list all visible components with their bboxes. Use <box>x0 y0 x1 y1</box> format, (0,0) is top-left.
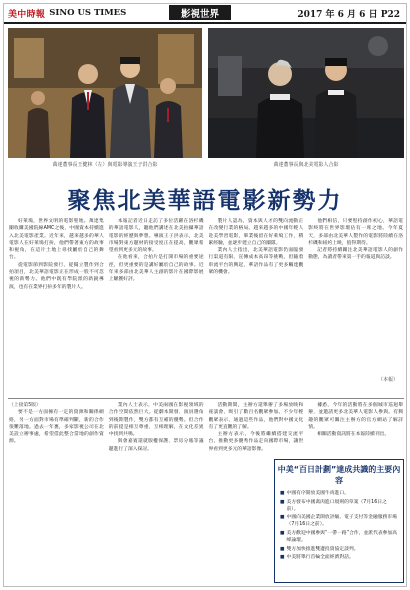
right-photo-caption: 萬達董事長與北美電影人合影 <box>273 162 339 168</box>
key-point-item <box>275 499 403 515</box>
newspaper-logo <box>8 7 126 20</box>
logo-chinese-name: 美中時報 <box>8 9 46 20</box>
key-point-text: 美方歡迎中國參與“一帶一路”合作，並派代表參加高峰論壇。 <box>286 530 398 543</box>
paragraph: 從電影節到影院發行，從獨立製作到合拍項目，北美華語電影正在形成一股不可忽視的新勢力。他們中既有學院派的新銳導演，也有在業界打拚多年的製片人。 <box>9 262 104 290</box>
bullet-icon: ■ <box>280 546 285 552</box>
header-rule <box>4 22 406 24</box>
key-point-text: 中國向美國企業開放評級、電子支付等金融服務市場（7月16日之前）。 <box>286 515 397 528</box>
bullet-icon: ■ <box>280 491 285 496</box>
left-photo <box>8 28 202 158</box>
logo-english-name: SINO US TIMES <box>49 8 127 18</box>
paragraph: 相關活動資訊將在本報陸續刊出。 <box>317 432 390 438</box>
text-column <box>109 402 204 584</box>
text-column <box>109 218 204 394</box>
paragraph: 好萊塢，世界文明的電影聖地。萬達集團收購美國院線AMC之後，中國資本持續進入北美電影產業。近年來，越來越多的華人電影人在好萊塢打拚，他們帶著東方的故事和視角，在這片土地上尋找屬於自己的舞台。 <box>9 219 104 261</box>
bullet-icon: ■ <box>280 515 285 521</box>
paragraph: 本報記者近日走訪了多位活躍在洛杉磯的華語電影人，聽他們講述在北美拍攝華語電影的經歷與夢想。導演王子洪表示，北美市場對東方題材的接受度正在提高，觀眾希望看到更多元的故事。 <box>108 219 204 254</box>
key-point-text: 中國有序開放美國牛肉進口。 <box>286 491 349 496</box>
continuation-note: （上接第5版） <box>9 403 41 408</box>
key-point-item <box>275 490 403 499</box>
article-byline: （本報） <box>377 377 398 383</box>
key-point-text: 美方發布中國禽肉進口規則的草案（7月16日之前）。 <box>286 499 387 512</box>
key-points-box <box>274 459 404 583</box>
newspaper-page <box>3 3 407 587</box>
key-point-item <box>275 514 403 530</box>
left-photo-caption: 萬達董事長王健林（左）與電影導演王子洪合影 <box>52 162 158 168</box>
text-column <box>9 218 104 394</box>
paragraph: 製片人認為，資本與人才的雙向流動正在改變行業的格局。越來越多的中國年輕人赴美學習電影，畢業後留在好萊塢工作，積累經驗，並逐步建立自己的團隊。 <box>208 219 304 246</box>
text-column <box>9 402 104 584</box>
paragraph: 活動期間，主辦方還舉辦了多場放映和座談會，吸引了數百名觀眾參加。不少年輕觀眾表示，通過這些作品，他們對中國文化有了更直觀的了解。 <box>208 403 304 430</box>
article-body-upper <box>9 218 403 394</box>
paragraph: 要不是一方面擁有一定的資源和關係網絡，另一方面對市場有準確判斷，新的合作很難落地。過去一年裏，多家影視公司在北美設立辦事處，希望借此整合當地的創作資源。 <box>9 410 104 445</box>
page-header <box>4 4 406 22</box>
bullet-icon: ■ <box>280 499 285 505</box>
paragraph: 在他看來，合拍片是打開市場的重要途徑，但更重要的是講好屬於自己的故事。近年來多部由北美華人主創的影片在國際影展上屢獲好評。 <box>108 255 204 283</box>
section-divider <box>8 398 404 399</box>
paragraph: 記者將持續關注北美華語電影人的創作動態，為讀者帶來第一手的報道與訪談。 <box>308 248 403 261</box>
bullet-icon: ■ <box>280 555 285 561</box>
section-tab: 影視世界 <box>169 5 231 20</box>
key-point-item <box>275 530 403 546</box>
text-column <box>308 218 403 394</box>
paragraph: 業內人士指出，北美華語電影仍面臨發行渠道有限、宣傳成本高昂等挑戰，但隨着串流平台的興起，華語作品有了更多觸達觀眾的機會。 <box>208 248 304 276</box>
text-column <box>209 218 304 394</box>
paragraph: 與會嘉賓還就版權保護、票房分賬等議題進行了深入探討。 <box>108 439 204 452</box>
key-point-item <box>275 546 403 555</box>
date-and-page-number: 2017 年 6 月 6 日 P22 <box>297 10 400 20</box>
paragraph: 業內人士表示，中美兩國在影視領域的合作空間依然巨大。從劇本開發、演員選角到後期製作，雙方都有互補的優勢。但合作的前提是相互尊重、互相理解，在文化差異中找到共鳴。 <box>108 403 204 438</box>
article-headline: 聚焦北美華語電影新勢力 <box>67 188 343 214</box>
paragraph: 主辦方表示，今後將繼續搭建交流平台，推動更多優秀作品走向國際市場，讓世界看到更多元的華語影像。 <box>208 432 304 452</box>
key-point-text: 中美將舉行首輪全面經濟對話。 <box>286 555 354 561</box>
key-points-title: 中美“百日計劃”達成共識的主要內容 <box>277 465 401 485</box>
right-photo <box>208 28 404 158</box>
paragraph: 他們相信，只要堅持創作初心，華語電影終將在世界影壇佔有一席之地。今年夏天，多部由北美華人製作的電影將陸續在洛杉磯和紐約上映，值得期待。 <box>308 219 403 246</box>
key-point-text: 雙方加快推進雙邊投資協定談判。 <box>286 546 359 552</box>
key-point-item <box>275 554 403 563</box>
text-column <box>308 402 403 458</box>
bullet-icon: ■ <box>280 530 285 536</box>
paragraph: 據悉，今年的活動將在多個城市巡迴舉辦，並邀請更多北美華人電影人參與。有興趣的觀眾可關注主辦方的官方網站了解詳情。 <box>308 403 403 430</box>
